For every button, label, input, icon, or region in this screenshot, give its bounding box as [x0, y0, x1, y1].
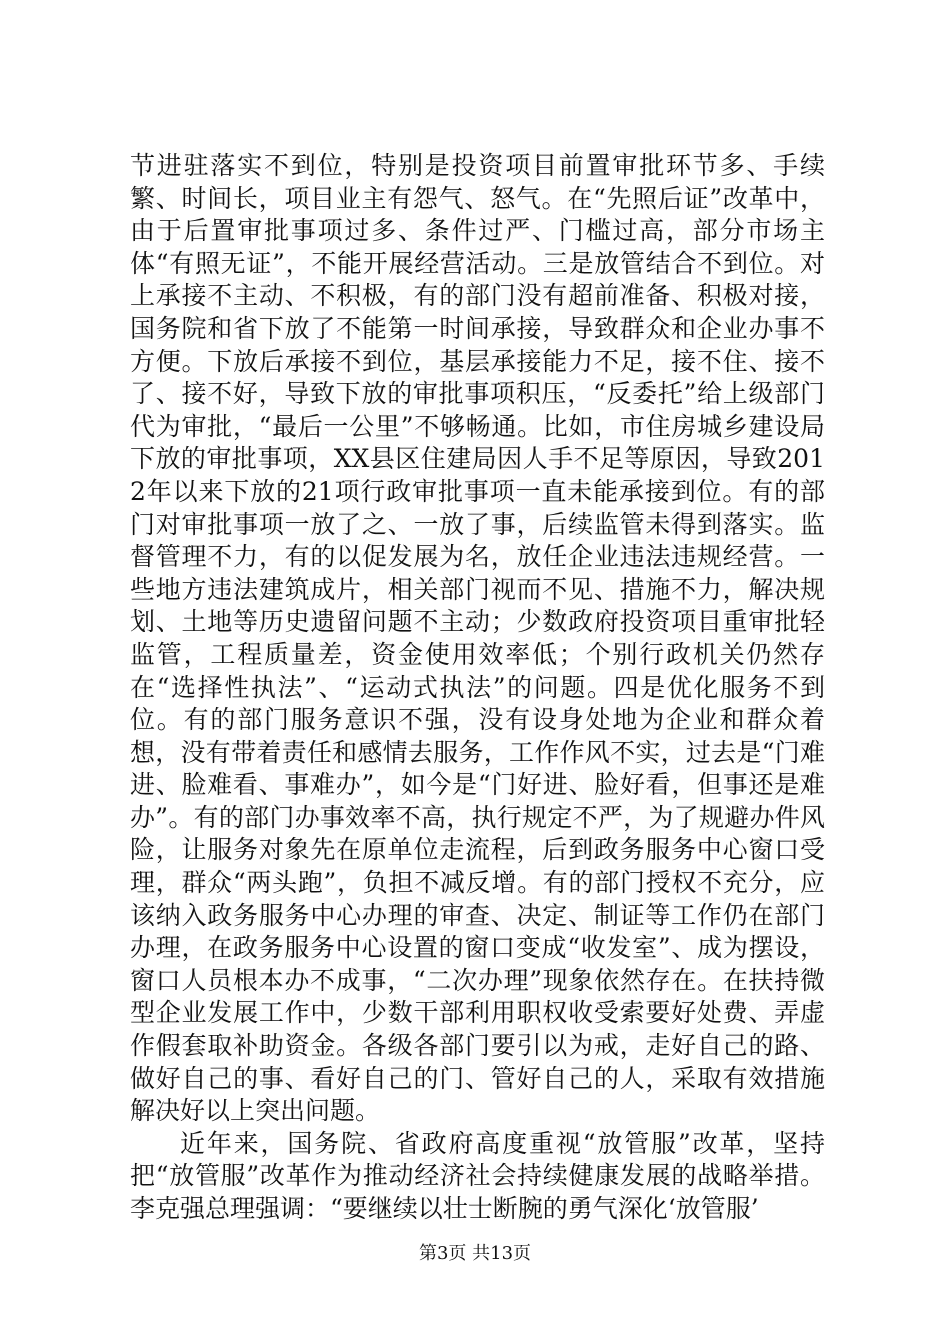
paragraph-1: 节进驻落实不到位，特别是投资项目前置审批环节多、手续繁、时间长，项目业主有怨气、怒气。在“先照后证”改革中，由于后置审批事项过多、条件过严、门槛过高，部分市场主体“有照无证”，不能开展经营活动。三是放管结合不到位。对上承接不主动、不积极，有的部门没有超前准备、积极对接，国务院和省下放了不能第一时间承接，导致群众和企业办事不方便。下放后承接不到位，基层承接能力不足，接不住、接不了、接不好，导致下放的审批事项积压，“反委托”给上级部门代为审批，“最后一公里”不够畅通。比如，市住房城乡建设局下放的审批事项，XX县区住建局因人手不足等原因，导致2012年以来下放的21项行政审批事项一直未能承接到位。有的部门对审批事项一放了之、一放了事，后续监管未得到落实。监督管理不力，有的以促发展为名，放任企业违法违规经营。一些地方违法建筑成片，相关部门视而不见、措施不力，解决规划、土地等历史遗留问题不主动；少数政府投资项目重审批轻监管，工程质量差，资金使用效率低；个别行政机关仍然存在“选择性执法”、“运动式执法”的问题。四是优化服务不到位。有的部门服务意识不强，没有设身处地为企业和群众着想，没有带着责任和感情去服务，工作作风不实，过去是“门难进、脸难看、事难办”，如今是“门好进、脸好看，但事还是难办”。有的部门办事效率不高，执行规定不严，为了规避办件风险，让服务对象先在原单位走流程，后到政务服务中心窗口受理，群众“两头跑”，负担不减反增。有的部门授权不充分，应该纳入政务服务中心办理的审查、决定、制证等工作仍在部门办理，在政务服务中心设置的窗口变成“收发室”、成为摆设，窗口人员根本办不成事，“二次办理”现象依然存在。在扶持微型企业发展工作中，少数干部利用职权收受索要好处费、弄虚作假套取补助资金。各级各部门要引以为戒，走好自己的路、做好自己的事、看好自己的门、管好自己的人，采取有效措施解决好以上突出问题。 — [130, 151, 825, 1126]
page-footer: 第3页 共13页 — [418, 1243, 532, 1264]
document-body — [130, 150, 825, 1226]
paragraph-2: 近年来，国务院、省政府高度重视“放管服”改革，坚持把“放管服”改革作为推动经济社会持续健康发展的战略举措。李克强总理强调：“要继续以壮士断腕的勇气深化‘放管服’ — [130, 1128, 825, 1223]
